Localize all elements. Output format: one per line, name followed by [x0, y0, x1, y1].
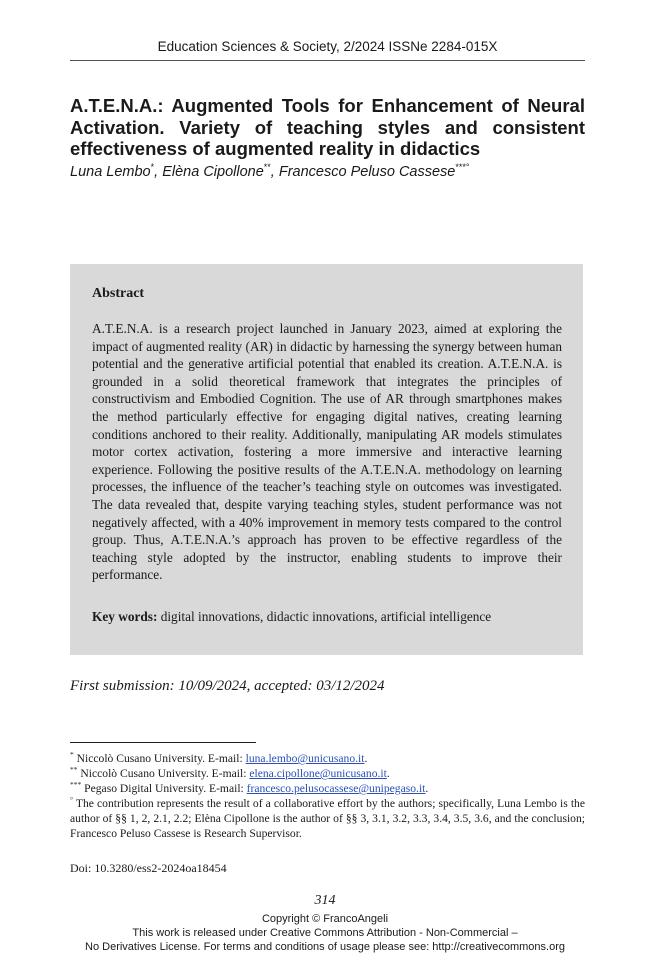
doi: Doi: 10.3280/ess2-2024oa18454 [70, 861, 227, 875]
footnote-text: Niccolò Cusano University. E-mail: [76, 752, 246, 765]
author-separator: , [270, 164, 279, 180]
article-title [70, 95, 585, 160]
footnote-mark: ** [70, 765, 78, 775]
journal-header: Education Sciences & Society, 2/2024 ISSNe 2284-015X [157, 39, 498, 54]
author-footnote-mark[interactable]: ** [263, 162, 271, 173]
footnote-text: The contribution represents the result of a collaborative effort by the authors; specifically, Luna Lembo is the author of §§ 1, 2, 2.1, 2.2; Elèna Cipollone is the author of §§ 3, 3.1, 3.2, 3.3, 3.4, 3.5, 3.6, and the conclusion; Francesco Peluso Cassese is Research Supervisor. [70, 797, 585, 840]
author-list [70, 163, 585, 181]
footnotes [70, 751, 585, 841]
footnote-text: Pegaso Digital University. E-mail: [84, 782, 247, 795]
footnote-contribution [70, 796, 585, 841]
footnote-mark: ° [70, 795, 73, 805]
email-link[interactable]: francesco.pelusocassese@unipegaso.it [246, 782, 426, 795]
author-name: Elèna Cipollone [162, 164, 264, 180]
title-line-2: Activation. Variety of teaching styles and consistent [70, 116, 585, 138]
author-footnote-mark[interactable]: ***° [455, 162, 470, 173]
keywords-list: digital innovations, didactic innovations, artificial intelligence [160, 609, 492, 624]
footnote-period: . [364, 752, 368, 765]
author-footnote-mark[interactable]: * [150, 162, 155, 173]
keywords [92, 608, 562, 626]
author-name: Luna Lembo [70, 164, 151, 180]
license-notice [0, 926, 650, 954]
license-line-2: No Derivatives License. For terms and conditions of usage please see: http://creativecommons.org [85, 941, 565, 953]
footnote [70, 766, 585, 781]
footnote [70, 781, 585, 796]
email-link[interactable]: elena.cipollone@unicusano.it [249, 767, 387, 780]
author-separator: , [154, 164, 163, 180]
title-line-3: effectiveness of augmented reality in didactics [70, 138, 481, 159]
submission-dates: First submission: 10/09/2024, accepted: 03/12/2024 [70, 678, 385, 694]
footnote-period: . [386, 767, 390, 780]
copyright-notice: Copyright © FrancoAngeli [261, 913, 389, 925]
footnote-mark: * [70, 750, 74, 760]
license-line-1: This work is released under Creative Commons Attribution - Non-Commercial – [132, 927, 518, 939]
footnote-mark: *** [70, 780, 82, 790]
email-link[interactable]: luna.lembo@unicusano.it [245, 752, 365, 765]
footnote-rule [70, 742, 256, 743]
title-line-1: A.T.E.N.A.: Augmented Tools for Enhancement of Neural [70, 95, 585, 116]
author-name: Francesco Peluso Cassese [278, 164, 456, 180]
footnote [70, 751, 585, 766]
footnote-text: Niccolò Cusano University. E-mail: [80, 767, 250, 780]
page-number: 314 [314, 893, 336, 908]
header-rule [70, 60, 585, 61]
abstract-heading: Abstract [92, 286, 145, 301]
abstract-text: A.T.E.N.A. is a research project launched in January 2023, aimed at exploring the impact of augmented reality (AR) in didactic by harnessing the synergy between human potential and the generative artificial potential that enabled its creation. A.T.E.N.A. is grounded in a solid theoretical framework that integrates the principles of constructivism and Embodied Cognition. The use of AR through smartphones makes the method particularly effective for engaging digital natives, creating learning conditions anchored to their reality. Additionally, manipulating AR models stimulates motor cortex activation, fostering a more immersive and interactive learning experience. Following the positive results of the A.T.E.N.A. methodology on learning processes, the influence of the teacher’s teaching style on outcomes was investigated. The data revealed that, despite varying teaching styles, student performance was not negatively affected, with a 40% improvement in memory tests compared to the control group. Thus, A.T.E.N.A.’s approach has proven to be effective regardless of the teaching style adopted by the instructor, enabling students to improve their performance. [92, 321, 562, 583]
footnote-period: . [425, 782, 429, 795]
abstract-box [70, 264, 583, 655]
keywords-label: Key words: [92, 609, 158, 624]
